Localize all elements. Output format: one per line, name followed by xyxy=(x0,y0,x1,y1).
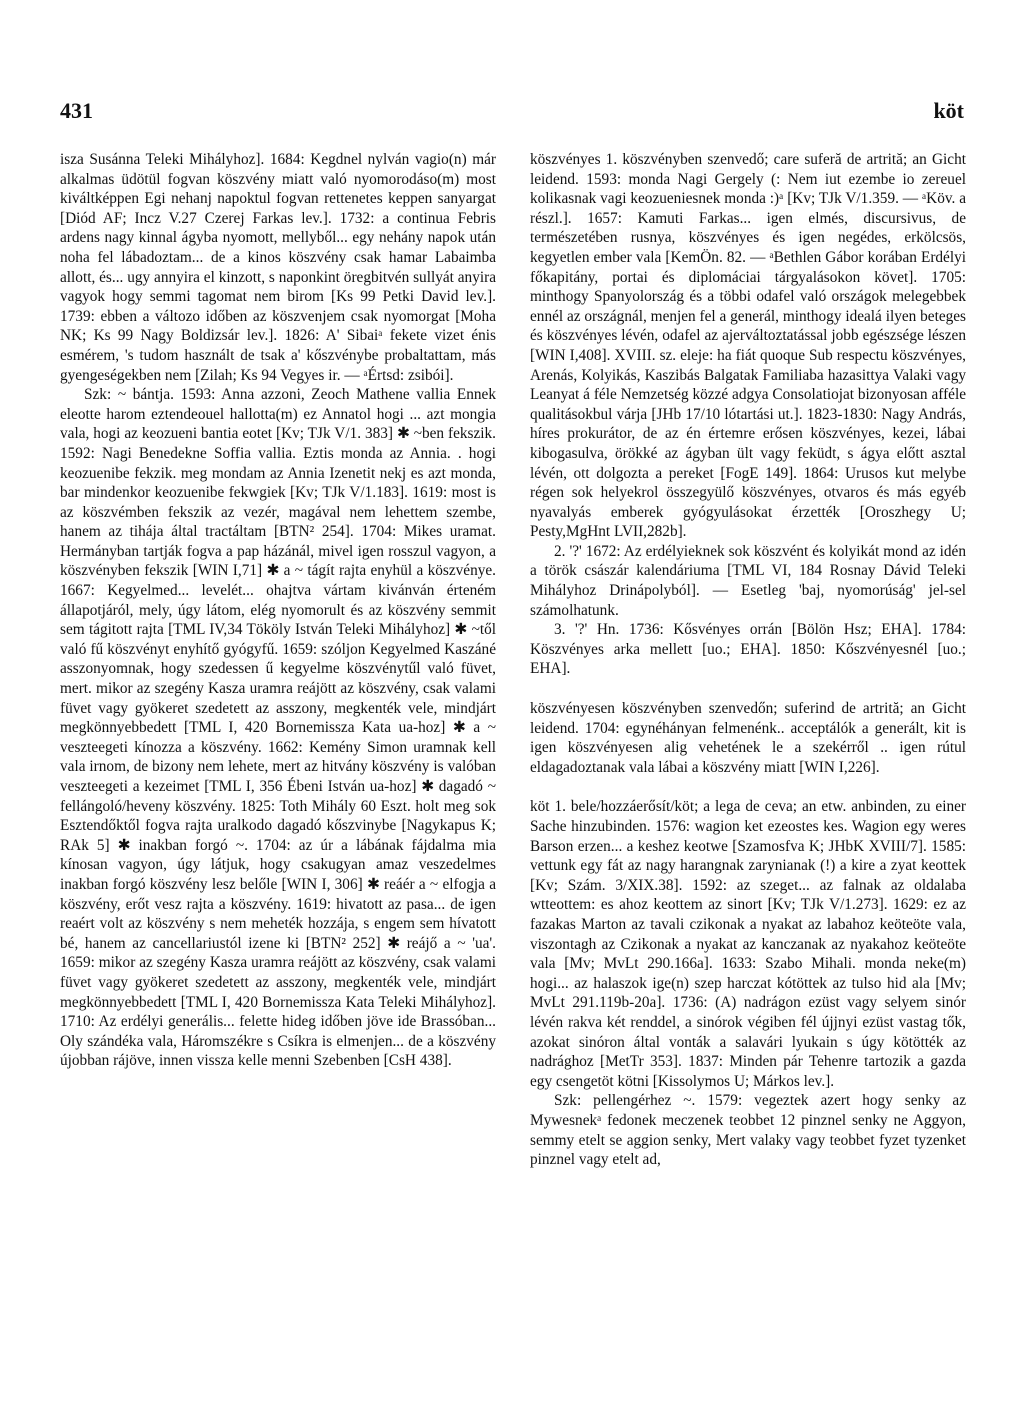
entry-koszvenyesen: köszvényesen köszvényben szenvedőn; suferind de artrită; an Gicht leidend. 1704: egynéhányan felmenénk.. acceptálók a generált, kit is igen köszvényesen alig vehetének le a szekérről .. igen rútul eldagadoztanak vala lábai a köszvény miatt [WIN I,226]. xyxy=(530,700,966,776)
entry-paragraph: Szk: ~ bántja. 1593: Anna azzoni, Zeoch Mathene vallia Ennek eleotte harom eztendeouel hallotta(m) ez Annatol hogi ... azt mongia vala, hogi az keozueni bantia eotet [Kv; TJk V/1. 383] ✱ ~ben fekszik. 1592: Nagi Benedekne Soffia vallia. Eztis monda az Annia. . hogi keozuenibe fekzik. meg mondam az Annia Izenetit nekj es azt monda, bar mindenkor keozuenibe fekwgiek [Kv; TJk V/1.183]. 1619: most is az köszvémben fekszik az vezér, magával nem lehettem szembe, hanem az tihája által tractáltam [BTN² 254]. 1704: Mikes uramat. Hermányban tartják fogva a pap házánál, mivel igen rosszul vagyon, a köszvényben fekszik [WIN I,71] ✱ a ~ tágít rajta enyhül a köszvénye. 1667: Kegyelmed... levelét... ohajtva vártam kivánván érteném állapotjáról, mely, úgy látom, elég nyomorult és az köszvény semmit sem tágitott rajta [TML IV,34 Tököly István Teleki Mihályhoz] ✱ ~től való fű köszvényt enyhítő gyógyfű. 1659: szóljon Kegyelmed Kaszáné asszonyomnak, hogy szedessen ű kegyelme köszvénytűl való füvet, mert. mikor az szegény Kasza uramra reájött az köszvény, csak valami füvet vagy gyökeret szedetett az asszony, megkenték vele, mindjárt megkönnyebbedett [TML I, 420 Bornemissza Kata ua-hoz] ✱ a ~ veszteegeti kínozza a köszvény. 1662: Kemény Simon uramnak kell vala irnom, de bizony nem lehete, mert az hitvány köszvény is valóban veszteegeti a kezeimet [TML I, 356 Ébeni István ua-hoz] ✱ dagadó ~ fellángoló/heveny köszvény. 1825: Toth Mihály 60 Eszt. holt meg sok Esztendőktől fogva rajta uralkodo dagadó kőszvinybe [Nagykapus K; RAk 5] ✱ inakban forgó ~. 1704: az úr a lábának fájdalma mia kínosan vagyon, úgy látjuk, hogy csakugyan amaz veszedelmes inakban forgó köszvény lesz belőle [WIN I, 306] ✱ reáér a ~ elfogja a köszvény, erőt vesz rajta a köszvény. 1619: hivatott az pasa... de igen reaért volt az köszvény s nem meheték hozzája, s engem sem hívatott bé, hanem az cancellariustól izene ki [BTN² 252] ✱ reájő a ~ 'ua'. 1659: mikor az szegény Kasza uramra reájött az köszvény, csak valami füvet vagy gyökeret szedetett az asszony, megkenték vele, mindjárt megkönnyebbedett [TML I, 420 Bornemissza Kata Teleki Mihályhoz]. 1710: Az erdélyi generális... felette hideg időben jöve ide Brassóban... Oly szándéka vala, Háromszékre s Csíkra is elmenjen... de a köszvény újobban rájöve, innen vissza kelle menni Szebenben [CsH 438]. xyxy=(60,386,496,1070)
entry-koszvenyes: köszvényes 1. köszvényben szenvedő; care suferă de artrită; an Gicht leidend. 1593: monda Nagi Gergely (: Nem iut ezembe io zereuel kolikasnak vagi keozueniesnek monda :)ᵃ [Kv; TJk V/1.359. — ᵃKöv. a részl.]. 1657: Kamuti Farkas... igen elmés, discursivus, de természetében rusnya, köszvényes és igen negédes, erkölcsös, kegyetlen ember vala [KemÖn. 82. — ᵃBethlen Gábor korában Erdélyi főkapitány, portai és diplomáciai tárgyalásokon követ]. 1705: minthogy Spanyolország és a többi odafel való országok melegebbek ennél az országnál, menjen fel a generál, minthogy idealá ilyen beteges és köszvényes lévén, odafel az ajerváltoztatással jobb egészsége lészen [WIN I,408]. XVIII. sz. eleje: ha fiát quoque Sub respectu köszvényes, Arenás, Kolyikás, Kaszibás Balgatak Familiaba hazasittya Valaki vagy Leanyat á féle Nemzetség közzé adgya Consolatiojat bizonyosan afféle qualitásokbul várja [JHb 17/10 lótartási ut.]. 1823-1830: Nagy András, híres prokurátor, de az én értemre erősen köszvényes, kezei, lábai kibogasulva, örökké az ágyban ült vagy feküdt, s ágya előtt asztal lévén, ott dolgozta a pereket [FogE 149]. 1864: Urusos kut melybe régen sok helyekrol összegyülő köszvényes, otvaros és más egyéb nyavalyás emberek gyógyulásokat érzették [Oroszhegy U; Pesty,MgHnt LVII,282b]. xyxy=(530,151,966,541)
page-header xyxy=(60,98,964,128)
right-column xyxy=(530,150,966,1170)
entry-paragraph: Szk: pellengérhez ~. 1579: vegeztek azert hogy senky az Mywesnekᵃ fedonek meczenek teobbet 12 pinznel senky ne Aggyon, semmy etelt se aggion senky, Mert valaky vagy teobbet fyzet tyzenket pinznel vagy etelt ad, xyxy=(530,1092,966,1169)
entry-sense-2: 2. '?' 1672: Az erdélyieknek sok köszvént és kolyikát mond az idén a török császár kalendáriuma [TML VI, 184 Rosnay Dávid Teleki Mihályhoz Drinápolyból]. — Esetleg 'baj, nyomorúság' jel-sel számolhatunk. xyxy=(530,542,966,619)
entry-kot: köt 1. bele/hozzáerősít/köt; a lega de ceva; an etw. anbinden, zu einer Sache hinzubinden. 1576: wagion ket ezeostes kes. Wagion egy weres Barson erzen... a keshez keotwe [Szamosfva K; JHbK XVIII/7]. 1585: vettunk egy fát az nagy harangnak zarynianak (!) a kire a zyat keottek [Kv; Szám. 3/XIX.38]. 1592: az szeget... az falnak az oldalaba wtteottem: es ahoz keottem az sinort [Kv; TJk V/1.273]. 1629: ez az fazakas Marton az tavali czikonak a nyakat az labahoz keöteöte vala, viszontagh az Czikonak a nyakat az kanczanak az nyakahoz keöteöte vala [Mv; MvLt 290.166a]. 1633: Szabo Mihali. monda neke(m) hogi... az halaszok ige(n) szep harczat kótöttek az tulso hid ala [Mv; MvLt 291.119b-20a]. 1736: (A) nadrágon ezüst vagy selyem sinór lévén rakva két renddel, a sinórok végiben fél újjnyi ezüst vastag tők, azokat sinóron által vonták a salavári lyukain s úgy kötötték az nadrághoz [MetTr 353]. 1837: Minden pár Tehenre tartozik a gazda egy csengetöt kötni [Kissolymos U; Márkos lev.]. xyxy=(530,798,966,1090)
left-column xyxy=(60,150,496,1071)
entry-sense-3: 3. '?' Hn. 1736: Kősvényes orrán [Bölön Hsz; EHA]. 1784: Köszvényes arka mellett [uo.; EHA]. 1850: Kőszvényesnél [uo.; EHA]. xyxy=(530,621,966,678)
running-headword: köt xyxy=(933,98,964,123)
page-number: 431 xyxy=(60,98,93,123)
entry-paragraph: isza Susánna Teleki Mihályhoz]. 1684: Kegdnel nylván vagio(n) már alkalmas üdötül fogvan köszvény miatt való nyomorodáso(m) most kiváltképpen Egi nehanj napoktul fogvan rettenetes keppen sanyargat [Diód AF; Incz V.27 Czerej Farkas lev.]. 1732: a continua Febris ardens nagy kinnal ágyba nyomott, mellyből... egy nehány napok után noha fel lábadoztam... de a kinos köszvény csak hamar Labaimba allott, és... ugy annyira el kinzott, s naponkint öregbitvén sullyát anyira vagyok hogy semmi tagomat nem birom [Ks 99 Petki David lev.]. 1739: ebben a változo időben az köszvenjem csak nyomorgat [Moha NK; Ks 99 Nagy Boldizsár lev.]. 1826: A' Sibaiᵃ fekete vizet énis esmérem, 's tudom használt de tsak a' kőszvénybe probaltattam, más gyengeségekben nem [Zilah; Ks 94 Vegyes ir. — ᵃÉrtsd: zsibói]. xyxy=(60,151,496,384)
